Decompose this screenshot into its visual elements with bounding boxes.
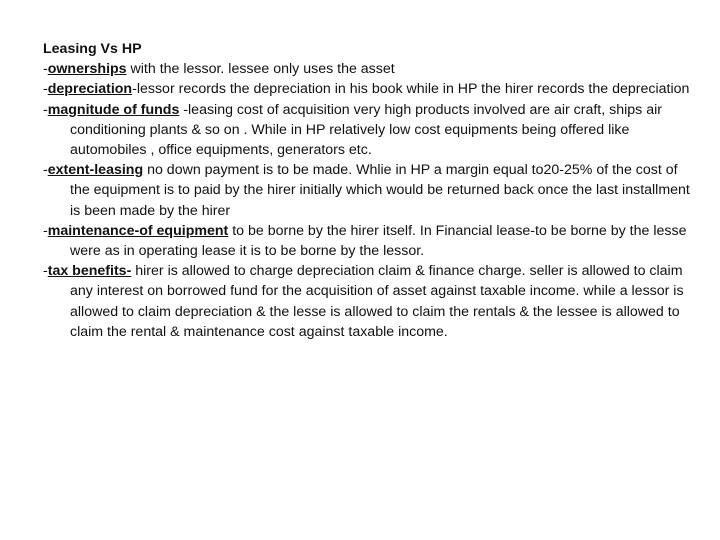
item-text: -leasing cost of acquisition very high products involved are air craft, ships air conditioning plants & so on . While in HP relatively low cost equipments being offered like automobiles , office equipments, generators etc. xyxy=(70,101,662,159)
slide-title: Leasing Vs HP xyxy=(43,41,142,57)
item-term: depreciation xyxy=(47,81,133,98)
item-prefix: - xyxy=(43,162,48,179)
item-prefix: - xyxy=(43,61,48,78)
item-text: no down payment is to be made. Whlie in HP a margin equal to20-25% of the cost of the equipment is to paid by the hirer initially which would be returned back once the last installment is been made by the hirer xyxy=(70,162,690,219)
item-term: magnitude of funds xyxy=(47,101,180,118)
item-prefix: - xyxy=(43,263,48,280)
list-item-tax-benefits xyxy=(43,261,693,342)
item-term: tax benefits- xyxy=(47,263,132,280)
item-term: maintenance-of equipment xyxy=(47,222,229,239)
item-prefix: - xyxy=(43,101,48,118)
item-text: with the lessor. lessee only uses the asset xyxy=(126,61,395,78)
item-text: hirer is allowed to charge depreciation claim & finance charge. seller is allowed to claim any interest on borrowed fund for the acquisition of asset against taxable income. while a lessor is allowed to claim depreciation & the lesse is allowed to claim the rentals & the lessee is allowed to claim the rental & maintenance cost against taxable income. xyxy=(70,263,684,340)
item-term: ownerships xyxy=(47,61,127,78)
list-item-depreciation xyxy=(43,79,693,99)
item-text: to be borne by the hirer itself. In Financial lease-to be borne by the lesse were as in operating lease it is to be borne by the lessor. xyxy=(70,222,687,260)
list-item-maintenance xyxy=(43,221,693,261)
item-term: extent-leasing xyxy=(47,162,144,179)
list-item-magnitude-of-funds xyxy=(43,100,693,161)
item-text: -lessor records the depreciation in his book while in HP the hirer records the depreciation xyxy=(132,81,690,98)
list-item-ownerships xyxy=(43,59,693,79)
item-prefix: - xyxy=(43,222,48,239)
list-item-extent-leasing xyxy=(43,160,693,221)
item-prefix: - xyxy=(43,81,48,98)
slide-content xyxy=(43,39,693,342)
